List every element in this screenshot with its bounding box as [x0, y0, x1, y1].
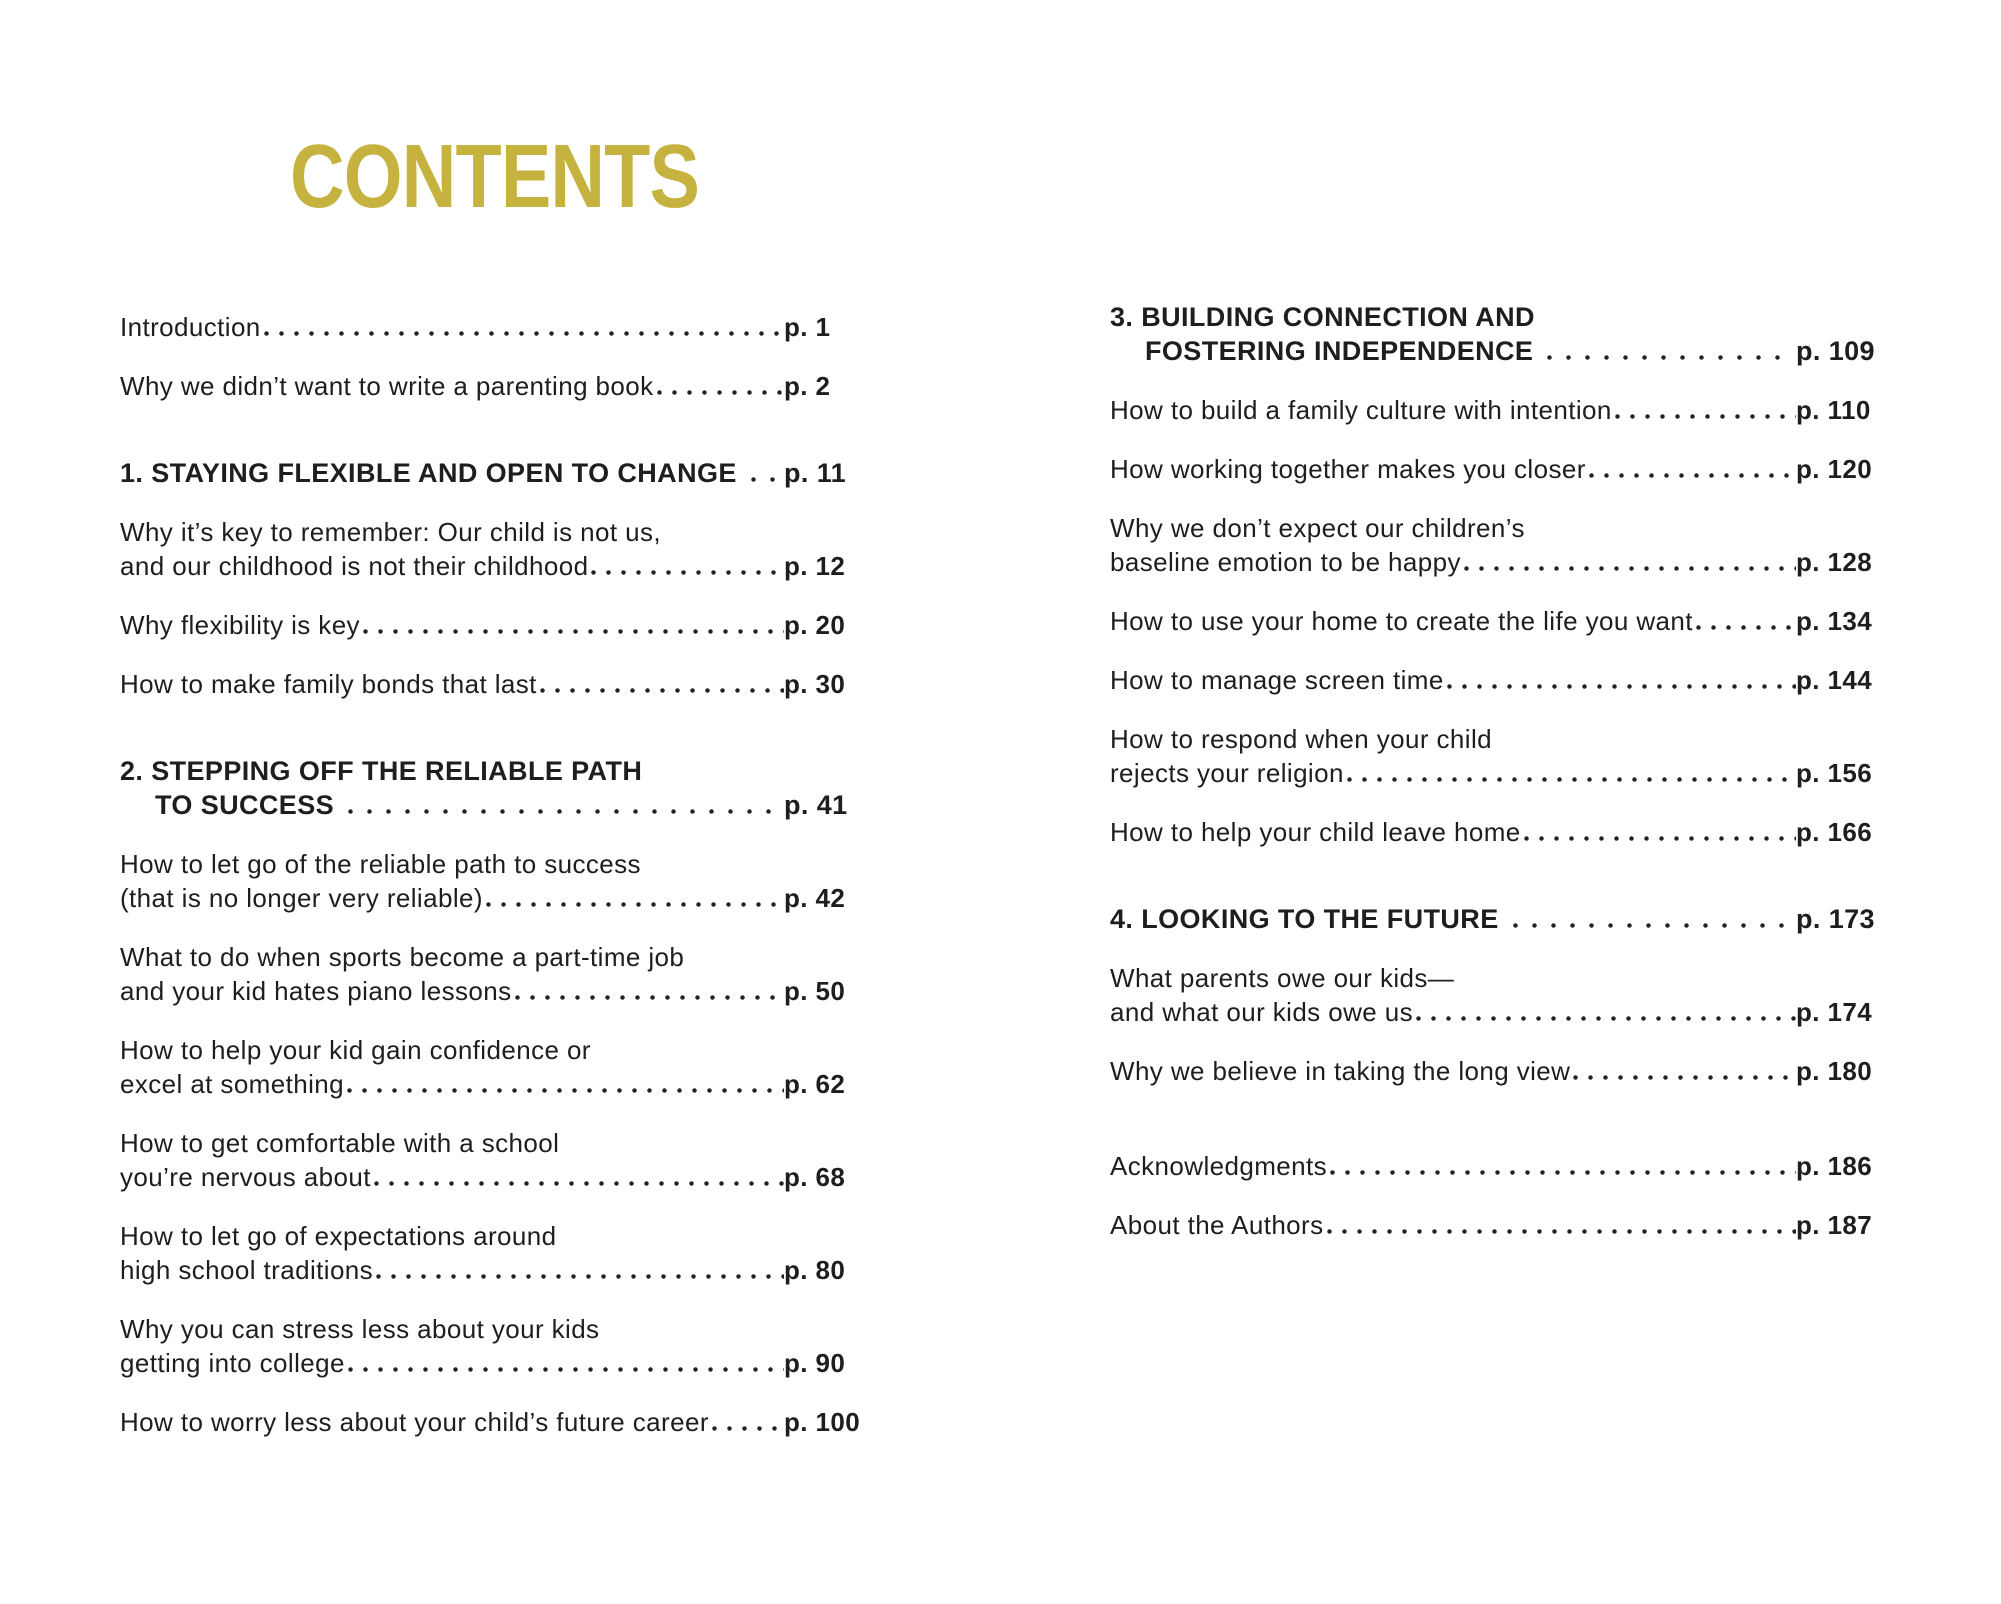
toc-entry-line	[120, 667, 868, 701]
toc-entry	[120, 667, 868, 701]
toc-entry-line: How to let go of expectations around	[120, 1221, 557, 1251]
toc-entry	[120, 608, 868, 642]
toc-entry-line	[1110, 756, 1880, 790]
toc-entry	[120, 1312, 868, 1380]
toc-entry-text: How to make family bonds that last	[120, 669, 537, 699]
dot-leader	[348, 1367, 784, 1373]
page-ref: p. 80	[784, 1255, 846, 1285]
dot-leader	[374, 1181, 784, 1187]
page-ref: p. 30	[784, 669, 846, 699]
toc-entry-text: How to use your home to create the life you want	[1110, 606, 1693, 636]
toc-column-left	[120, 300, 868, 1464]
dot-leader	[1464, 566, 1796, 572]
page-ref: p. 186	[1796, 1151, 1873, 1181]
dot-leader	[657, 390, 784, 396]
toc-entry	[1110, 452, 1880, 486]
toc-entry-line: What parents owe our kids—	[1110, 963, 1455, 993]
toc-entry	[1110, 722, 1880, 790]
page-ref: p. 174	[1796, 997, 1873, 1027]
toc-entry-line	[120, 1346, 868, 1380]
dot-leader	[515, 995, 785, 1001]
toc-entry-line	[120, 1160, 868, 1194]
page-ref: p. 144	[1796, 665, 1873, 695]
dot-leader	[1416, 1016, 1796, 1022]
dot-leader	[1524, 836, 1796, 842]
toc-entry	[1110, 961, 1880, 1029]
page-ref: p. 156	[1796, 758, 1873, 788]
page-ref: p. 128	[1796, 547, 1873, 577]
dot-leader	[348, 809, 778, 815]
dot-leader	[751, 477, 778, 483]
toc-entry-text: Why we didn’t want to write a parenting book	[120, 371, 654, 401]
dot-leader	[347, 1088, 784, 1094]
toc-entry	[1110, 511, 1880, 579]
toc-entry	[120, 1033, 868, 1101]
dot-leader	[1589, 473, 1796, 479]
toc-entry-text: TO SUCCESS	[155, 790, 335, 820]
dot-leader	[1327, 1229, 1796, 1235]
toc-entry	[1110, 663, 1880, 697]
toc-entry-text: Acknowledgments	[1110, 1151, 1327, 1181]
page-ref: p. 20	[784, 610, 846, 640]
toc-entry-text: (that is no longer very reliable)	[120, 883, 483, 913]
toc-entry-line	[120, 456, 868, 490]
dot-leader	[1447, 684, 1796, 690]
toc-entry-line	[1110, 334, 1880, 368]
toc-entry-text: excel at something	[120, 1069, 344, 1099]
toc-entry-line	[120, 1253, 868, 1287]
toc-entry-line	[120, 788, 868, 822]
page-ref: p. 109	[1796, 336, 1875, 366]
page-ref: p. 41	[784, 790, 848, 820]
toc-entry-line	[1110, 452, 1880, 486]
toc-entry	[1110, 604, 1880, 638]
toc-entry-text: FOSTERING INDEPENDENCE	[1145, 336, 1534, 366]
toc-entry-text: getting into college	[120, 1348, 345, 1378]
page-ref: p. 187	[1796, 1210, 1873, 1240]
toc-entry-line	[120, 974, 868, 1008]
page-ref: p. 62	[784, 1069, 846, 1099]
toc-entry-line: Why you can stress less about your kids	[120, 1314, 600, 1344]
page-ref: p. 120	[1796, 454, 1873, 484]
toc-entry-line	[120, 608, 868, 642]
toc-entry-text: 4. LOOKING TO THE FUTURE	[1110, 904, 1499, 934]
toc-entry-line: How to get comfortable with a school	[120, 1128, 560, 1158]
dot-leader	[1330, 1170, 1796, 1176]
toc-entry-text: How to help your child leave home	[1110, 817, 1521, 847]
toc-entry	[1110, 1054, 1880, 1088]
dot-leader	[591, 570, 784, 576]
toc-entry-text: and our childhood is not their childhood	[120, 551, 589, 581]
toc-entry-line	[1110, 902, 1880, 936]
toc-entry-line	[120, 369, 868, 403]
toc-entry-line: 3. BUILDING CONNECTION AND	[1110, 302, 1535, 332]
dot-leader	[1513, 923, 1790, 929]
dot-leader	[1615, 414, 1796, 420]
toc-entry-line	[1110, 1208, 1880, 1242]
toc-entry	[1110, 1208, 1880, 1242]
toc-chapter-heading	[1110, 902, 1880, 936]
toc-entry-text: How to worry less about your child’s future career	[120, 1407, 709, 1437]
toc-entry	[1110, 393, 1880, 427]
toc-entry	[120, 369, 868, 403]
page-ref: p. 173	[1796, 904, 1875, 934]
dot-leader	[1347, 777, 1796, 783]
toc-entry-line	[120, 1067, 868, 1101]
toc-entry-text: About the Authors	[1110, 1210, 1324, 1240]
page-ref: p. 42	[784, 883, 846, 913]
toc-entry	[120, 310, 868, 344]
toc-entry-line	[1110, 604, 1880, 638]
dot-leader	[540, 688, 784, 694]
toc-entry-text: Why we believe in taking the long view	[1110, 1056, 1571, 1086]
toc-entry-text: you’re nervous about	[120, 1162, 371, 1192]
page-ref: p. 50	[784, 976, 846, 1006]
page-ref: p. 2	[784, 371, 831, 401]
toc-entry-line	[120, 549, 868, 583]
toc-entry-line	[1110, 545, 1880, 579]
toc-entry-line: Why it’s key to remember: Our child is not us,	[120, 517, 661, 547]
page-ref: p. 68	[784, 1162, 846, 1192]
toc-entry-line	[1110, 995, 1880, 1029]
toc-entry-line	[120, 881, 868, 915]
page-ref: p. 11	[784, 458, 847, 488]
toc-entry	[120, 1405, 868, 1439]
toc-entry-line: Why we don’t expect our children’s	[1110, 513, 1525, 543]
toc-entry-text: Why flexibility is key	[120, 610, 360, 640]
toc-entry	[120, 1126, 868, 1194]
page-ref: p. 90	[784, 1348, 846, 1378]
toc-chapter-heading	[120, 456, 868, 490]
page-ref: p. 166	[1796, 817, 1873, 847]
toc-entry-line: How to let go of the reliable path to success	[120, 849, 641, 879]
toc-entry-text: Introduction	[120, 312, 261, 342]
page-ref: p. 1	[784, 312, 831, 342]
toc-entry-line: 2. STEPPING OFF THE RELIABLE PATH	[120, 756, 643, 786]
dot-leader	[712, 1426, 784, 1432]
toc-entry-line: How to respond when your child	[1110, 724, 1492, 754]
dot-leader	[1696, 625, 1796, 631]
toc-entry-line	[1110, 393, 1880, 427]
dot-leader	[1573, 1075, 1796, 1081]
toc-entry-text: baseline emotion to be happy	[1110, 547, 1461, 577]
page-ref: p. 100	[784, 1407, 861, 1437]
toc-column-right	[1110, 300, 1880, 1267]
toc-entry	[1110, 1149, 1880, 1183]
page-ref: p. 110	[1796, 395, 1871, 425]
toc-entry-text: How working together makes you closer	[1110, 454, 1586, 484]
toc-entry-text: How to manage screen time	[1110, 665, 1444, 695]
page-ref: p. 134	[1796, 606, 1873, 636]
toc-entry-text: rejects your religion	[1110, 758, 1344, 788]
toc-entry	[120, 1219, 868, 1287]
toc-entry-text: and your kid hates piano lessons	[120, 976, 512, 1006]
toc-entry-text: How to build a family culture with intention	[1110, 395, 1612, 425]
toc-entry-line: How to help your kid gain confidence or	[120, 1035, 591, 1065]
toc-entry-line	[120, 1405, 868, 1439]
page-title: CONTENTS	[290, 127, 700, 227]
page-ref: p. 180	[1796, 1056, 1873, 1086]
dot-leader	[486, 902, 784, 908]
toc-entry-line: What to do when sports become a part-time job	[120, 942, 685, 972]
page-ref: p. 12	[784, 551, 846, 581]
dot-leader	[1547, 355, 1790, 361]
toc-entry-text: 1. STAYING FLEXIBLE AND OPEN TO CHANGE	[120, 458, 737, 488]
toc-entry-line	[1110, 1149, 1880, 1183]
toc-entry	[1110, 815, 1880, 849]
toc-entry	[120, 847, 868, 915]
toc-chapter-heading	[1110, 300, 1880, 368]
toc-chapter-heading	[120, 754, 868, 822]
toc-entry-line	[1110, 663, 1880, 697]
toc-entry-text: high school traditions	[120, 1255, 374, 1285]
toc-entry	[120, 940, 868, 1008]
toc-entry-line	[1110, 1054, 1880, 1088]
dot-leader	[363, 629, 784, 635]
toc-entry-line	[120, 310, 868, 344]
toc-entry	[120, 515, 868, 583]
toc-entry-text: and what our kids owe us	[1110, 997, 1413, 1027]
dot-leader	[376, 1274, 784, 1280]
dot-leader	[264, 331, 784, 337]
toc-entry-line	[1110, 815, 1880, 849]
